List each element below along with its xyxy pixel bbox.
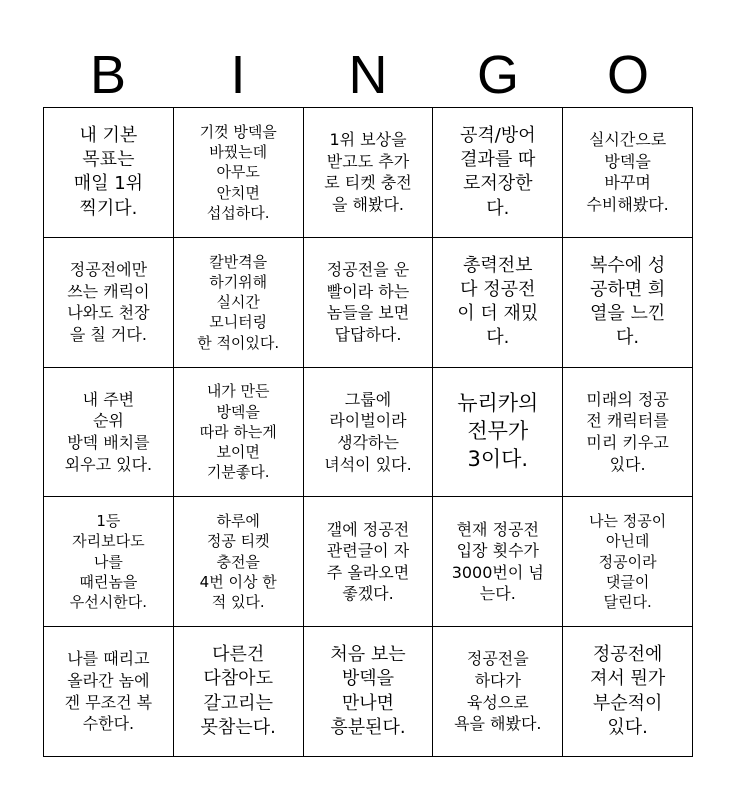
bingo-cell-r3c3[interactable] [304,368,434,498]
cell-text: 1등 자리보다도 나를 때린놈을 우선시한다. [69,512,147,612]
cell-text: 현재 정공전 입장 횟수가 3000번이 넘 는다. [451,519,544,604]
cell-text: 총력전보 다 정공전 이 더 재밌 다. [457,254,539,349]
bingo-cell-r3c4[interactable] [433,368,563,498]
cell-text: 미래의 정공 전 캐릭터를 미리 키우고 있다. [586,389,669,474]
cell-text: 정공전에 져서 뭔가 부순적이 있다. [589,644,666,738]
cell-text: 갤에 정공전 관련글이 자 주 올라오면 좋겠다. [326,519,410,604]
header-letter-b: B [89,45,127,105]
bingo-cell-r3c1[interactable] [44,368,174,498]
header-letter-g: G [476,45,519,105]
bingo-cell-r4c2[interactable] [174,497,304,627]
cell-text: 정공전을 운 빨이라 하는 놈들을 보면 답답하다. [326,260,410,344]
bingo-cell-r1c5[interactable] [563,108,693,238]
cell-text: 칼반격을 하기위해 실시간 모니터링 한 적이있다. [197,252,280,352]
bingo-cell-r2c2[interactable] [174,238,304,368]
cell-text: 기껏 방덱을 바꿨는데 아무도 안치면 섭섭하다. [199,122,277,222]
bingo-cell-r3c2[interactable] [174,368,304,498]
cell-text: 다른건 다참아도 갈고리는 못참는다. [200,644,276,738]
header-letter-n: N [348,45,388,105]
cell-text: 처음 보는 방덱을 만나면 흥분된다. [330,644,406,738]
bingo-cell-r5c1[interactable] [44,627,174,757]
bingo-cell-r4c5[interactable] [563,497,693,627]
bingo-cell-r2c4[interactable] [433,238,563,368]
bingo-cell-r1c3[interactable] [304,108,434,238]
bingo-cell-r2c3[interactable] [304,238,434,368]
cell-text: 복수에 성 공하면 희 열을 느낀 다. [589,254,666,349]
bingo-cell-r5c4[interactable] [433,627,563,757]
cell-text: 하루에 정공 티켓 충전을 4번 이상 한 적 있다. [199,512,277,612]
cell-text: 내 기본 목표는 매일 1위 찍기다. [73,124,144,219]
bingo-cell-r4c4[interactable] [433,497,563,627]
cell-text: 정공전을 하다가 육성으로 욕을 해봤다. [454,649,542,734]
cell-text: 나는 정공이 아닌데 정공이라 댓글이 달린다. [588,512,667,612]
bingo-cell-r2c1[interactable] [44,238,174,368]
cell-text: 공격/방어 결과를 따 로저장한 다. [459,124,536,219]
bingo-cell-r5c2[interactable] [174,627,304,757]
bingo-cell-r5c5[interactable] [563,627,693,757]
bingo-header [43,40,693,110]
bingo-cell-r1c2[interactable] [174,108,304,238]
header-letter-i: I [230,45,246,105]
bingo-cell-r1c1[interactable] [44,108,174,238]
bingo-cell-r5c3[interactable] [304,627,434,757]
cell-text: 뉴리카의 전무가 3이다. [457,391,539,471]
cell-text: 정공전에만 쓰는 캐릭이 나와도 천장 을 칠 거다. [67,260,150,344]
cell-text: 실시간으로 방덱을 바꾸며 수비해봤다. [586,130,669,214]
bingo-cell-r2c5[interactable] [563,238,693,368]
bingo-cell-r4c3[interactable] [304,497,434,627]
bingo-board [43,107,693,757]
bingo-cell-r4c1[interactable] [44,497,174,627]
cell-text: 내가 만든 방덱을 따라 하는게 보이면 기분좋다. [199,382,277,482]
cell-text: 1위 보상을 받고도 추가 로 티켓 충전 을 해봤다. [324,130,412,214]
cell-text: 그룹에 라이벌이라 생각하는 녀석이 있다. [324,389,412,474]
cell-text: 내 주변 순위 방덱 배치를 외우고 있다. [64,389,153,474]
bingo-cell-r3c5[interactable] [563,368,693,498]
cell-text: 나를 때리고 올라간 놈에 겐 무조건 복 수한다. [64,649,153,734]
bingo-cell-r1c4[interactable] [433,108,563,238]
header-letter-o: O [606,45,649,105]
